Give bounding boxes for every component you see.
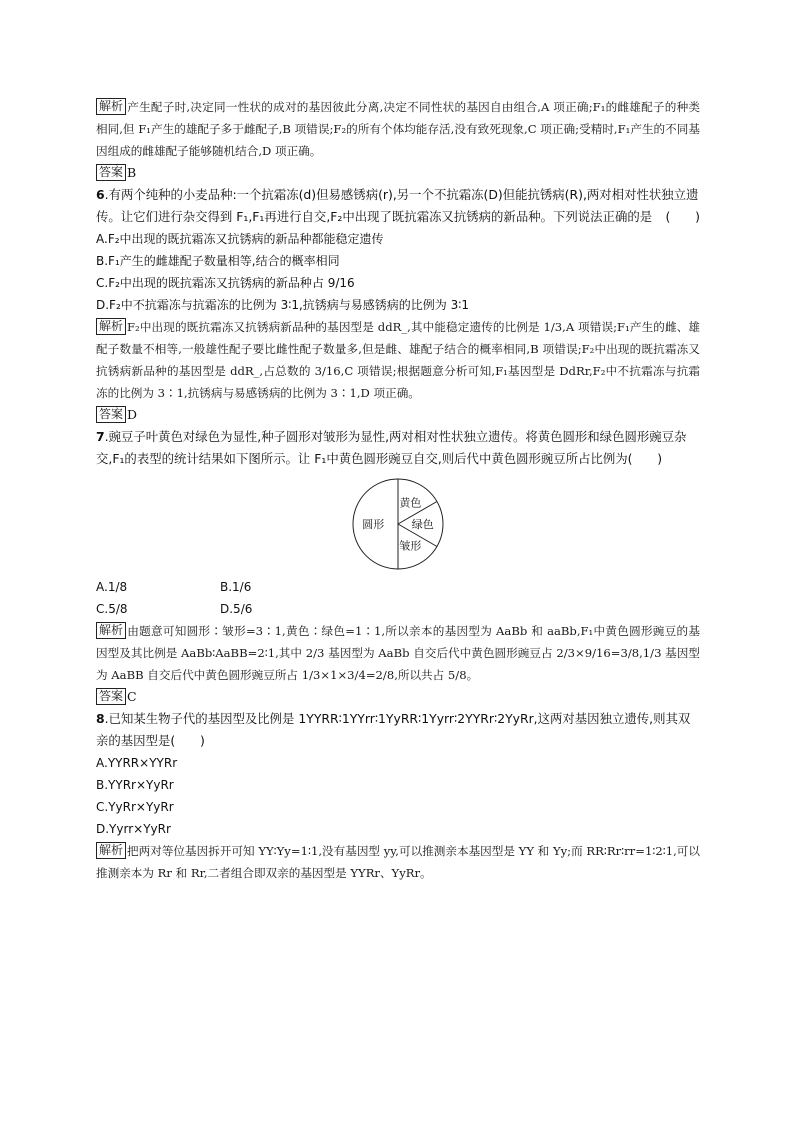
q6-stem (96, 184, 700, 228)
q6-option-c: C.F₂中出现的既抗霜冻又抗锈病的新品种占 9/16 (96, 276, 355, 290)
q6-answer (96, 404, 700, 426)
q7-option-b: B.1/6 (220, 580, 252, 594)
q8-option-c: C.YyRr×YyRr (96, 800, 174, 814)
q6-option-a: A.F₂中出现的既抗霜冻又抗锈病的新品种都能稳定遗传 (96, 232, 384, 246)
q7-number: 7 (96, 429, 105, 444)
q8-option-a: A.YYRR×YYRr (96, 756, 178, 770)
q7-pie-chart-container (96, 476, 700, 572)
q7-option-a: A.1/8 (96, 580, 128, 594)
answer-tag: 答案 (96, 406, 126, 423)
q6-answer-value: D (127, 407, 138, 422)
analysis-tag: 解析 (96, 622, 126, 639)
q7-pie-chart (350, 476, 446, 572)
q7-analysis (96, 620, 700, 686)
q5-analysis (96, 96, 700, 162)
q7-stem (96, 426, 700, 470)
q5-answer (96, 162, 700, 184)
q6-analysis (96, 316, 700, 404)
q7-stem-text: .豌豆子叶黄色对绿色为显性,种子圆形对皱形为显性,两对相对性状独立遗传。将黄色圆形和绿色圆形豌豆杂交,F₁的表型的统计结果如下图所示。让 F₁中黄色圆形豌豆自交,则后代中黄色圆形豌豆所占比例为( ) (96, 429, 687, 466)
q8-stem-text: .已知某生物子代的基因型及比例是 1YYRR∶1YYrr∶1YyRR∶1Yyrr∶2YYRr∶2YyRr,这两对基因独立遗传,则其双亲的基因型是( ) (96, 711, 691, 748)
q8-analysis (96, 840, 700, 884)
q6-stem-text: .有两个纯种的小麦品种:一个抗霜冻(d)但易感锈病(r),另一个不抗霜冻(D)但能抗锈病(R),两对相对性状独立遗传。让它们进行杂交得到 F₁,F₁再进行自交,F₂中出现了既抗霜冻又抗锈病的新品种。下列说法正确的是 (96, 187, 699, 224)
q7-answer-value: C (127, 689, 137, 704)
analysis-tag: 解析 (96, 98, 126, 115)
q7-answer (96, 686, 700, 708)
q5-answer-value: B (127, 165, 137, 180)
q6-blank: ( ) (665, 209, 700, 224)
q6-option-b: B.F₁产生的雌雄配子数量相等,结合的概率相同 (96, 254, 340, 268)
q6-analysis-text: F₂中出现的既抗霜冻又抗锈病新品种的基因型是 ddR_,其中能稳定遗传的比例是 1/3,A 项错误;F₁产生的雌、雄配子数量不相等,一般雄性配子要比雌性配子数量多,但是雌、雄配子结合的概率相同,B 项错误;F₂中出现的既抗霜冻又抗锈病新品种的基因型是 ddR_,占总数的 3/16,C 项错误;根据题意分析可知,F₁基因型是 DdRr,F₂中不抗霜冻与抗霜冻的比例为 3∶1,抗锈病与易感锈病的比例为 3∶1,D 项正确。 (96, 320, 700, 400)
q7-option-c: C.5/8 (96, 602, 128, 616)
analysis-tag: 解析 (96, 842, 126, 859)
analysis-tag: 解析 (96, 318, 126, 335)
q6-number: 6 (96, 187, 105, 202)
q8-option-b: B.YYRr×YyRr (96, 778, 174, 792)
pie-slice-label: 皱形 (399, 539, 422, 553)
q7-analysis-text: 由题意可知圆形∶皱形=3∶1,黄色∶绿色=1∶1,所以亲本的基因型为 AaBb 和 aaBb,F₁中黄色圆形豌豆的基因型及其比例是 AaBb∶AaBB=2∶1,其中 2/3 基因型为 AaBb 自交后代中黄色圆形豌豆占 2/3×9/16=3/8,1/3 基因型为 AaBB 自交后代中黄色圆形豌豆所占 1/3×1×3/4=2/8,所以共占 5/8。 (96, 624, 700, 682)
q8-analysis-text: 把两对等位基因拆开可知 YY∶Yy=1∶1,没有基因型 yy,可以推测亲本基因型是 YY 和 Yy;而 RR∶Rr∶rr=1∶2∶1,可以推测亲本为 Rr 和 Rr,二者组合即双亲的基因型是 YYRr、YyRr。 (96, 844, 700, 880)
q7-options-row-2 (96, 598, 700, 620)
answer-tag: 答案 (96, 688, 126, 705)
answer-tag: 答案 (96, 164, 126, 181)
q8-option-d: D.Yyrr×YyRr (96, 822, 171, 836)
q5-analysis-text: 产生配子时,决定同一性状的成对的基因彼此分离,决定不同性状的基因自由组合,A 项正确;F₁的雌雄配子的种类相同,但 F₁产生的雄配子多于雌配子,B 项错误;F₂的所有个体均能存活,没有致死现象,C 项正确;受精时,F₁产生的不同基因组成的雌雄配子能够随机结合,D 项正确。 (96, 100, 700, 158)
q7-option-d: D.5/6 (220, 602, 253, 616)
pie-slice-label: 黄色 (399, 496, 422, 510)
q6-option-d: D.F₂中不抗霜冻与抗霜冻的比例为 3∶1,抗锈病与易感锈病的比例为 3∶1 (96, 298, 469, 312)
pie-slice-label: 绿色 (411, 518, 434, 531)
pie-slice-label: 圆形 (362, 518, 385, 531)
q8-number: 8 (96, 711, 105, 726)
document-page (96, 96, 700, 884)
q8-stem (96, 708, 700, 752)
q7-options-row-1 (96, 576, 700, 598)
